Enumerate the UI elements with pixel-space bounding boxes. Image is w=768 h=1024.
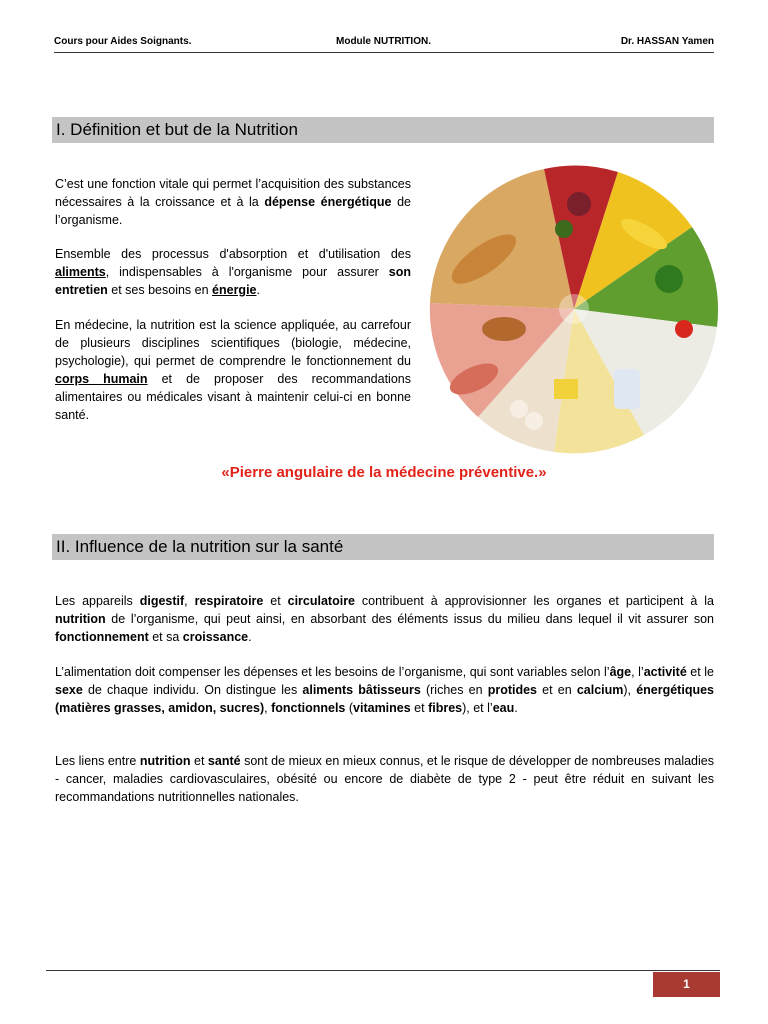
paragraph-processus: Ensemble des processus d'absorption et d'utilisation des aliments, indispensables à l'organisme pour assurer son entretien et ses besoins en énergie. [55,247,411,297]
paragraph-alimentation: L’alimentation doit compenser les dépenses et les besoins de l’organisme, qui sont variables selon l’âge, l’activité et le sexe de chaque individu. On distingue les aliments bâtisseurs (riches en protides et en calcium), énergétiques (matières grasses, amidon, sucres), fonctionnels (vitamines et fibres), et l’eau. [55,665,714,715]
page-number-badge: 1 [653,972,720,997]
section-title-influence: II. Influence de la nutrition sur la santé [52,534,714,560]
section-title-definition: I. Définition et but de la Nutrition [52,117,714,143]
paragraph-definition: C’est une fonction vitale qui permet l’acquisition des substances nécessaires à la croissance et à la dépense énergétique de l’organisme. [55,177,411,227]
food-wheel-image [424,164,730,454]
header-module: Module NUTRITION. [336,36,431,47]
header-divider [54,52,714,53]
header-author: Dr. HASSAN Yamen [620,36,714,47]
page-header [54,36,714,50]
header-course: Cours pour Aides Soignants. [54,36,192,47]
footer-divider [46,970,720,971]
paragraph-medecine: En médecine, la nutrition est la science appliquée, au carrefour de plusieurs disciplines scientifiques (biologie, médecine, psychologie), qui permet de comprendre le fonctionnement du corps humain et de proposer des recommandations alimentaires ou médicales visant à maintenir celui-ci en bonne santé. [55,318,411,422]
quote-text: «Pierre angulaire de la médecine préventive.» [221,464,547,481]
paragraph-liens: Les liens entre nutrition et santé sont de mieux en mieux connus, et le risque de développer de nombreuses maladies - cancer, maladies cardiovasculaires, obésité ou encore de diabète de type 2 - peut être réduit en suivant les recommandations nutritionnelles nationales. [55,754,714,804]
paragraph-appareils: Les appareils digestif, respiratoire et circulatoire contribuent à approvisionner les organes et participent à la nutrition de l’organisme, qui peut ainsi, en absorbant des éléments issus du milieu dans lequel il vit assurer son fonctionnement et sa croissance. [55,594,715,644]
